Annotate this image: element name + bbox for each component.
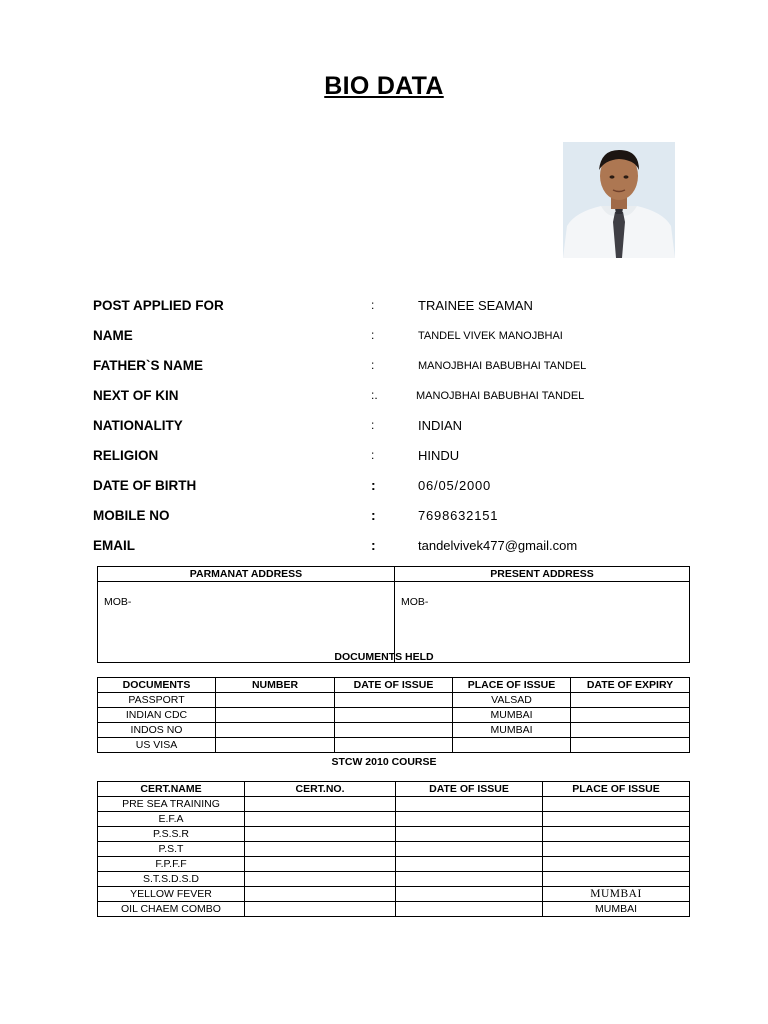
field-label: NATIONALITY xyxy=(93,418,183,433)
table-row xyxy=(98,872,690,887)
field-colon: : xyxy=(371,507,376,523)
table-row xyxy=(98,708,690,723)
table-cell xyxy=(396,842,543,857)
table-cell xyxy=(396,857,543,872)
documents-caption: DOCUMENTS HELD xyxy=(334,651,434,663)
table-row xyxy=(98,842,690,857)
table-cell xyxy=(245,797,396,812)
field-next-of-kin xyxy=(93,384,713,414)
field-colon: : xyxy=(371,358,375,372)
field-colon: : xyxy=(371,418,375,432)
field-colon: :. xyxy=(371,388,378,402)
table-cell: PRE SEA TRAINING xyxy=(98,797,245,812)
personal-details xyxy=(93,294,713,564)
stcw-table xyxy=(97,781,690,917)
table-row xyxy=(98,902,690,917)
table-cell xyxy=(216,693,335,708)
table-cell xyxy=(571,723,690,738)
field-value: MANOJBHAI BABUBHAI TANDEL xyxy=(416,390,585,402)
field-colon: : xyxy=(371,298,375,312)
stcw-caption: STCW 2010 COURSE xyxy=(331,756,437,768)
table-row xyxy=(98,812,690,827)
field-fathers-name xyxy=(93,354,713,384)
permanent-address-cell: MOB- xyxy=(98,582,395,663)
table-cell xyxy=(245,902,396,917)
field-colon: : xyxy=(371,537,376,553)
docs-header: DATE OF EXPIRY xyxy=(571,678,690,693)
field-colon: : xyxy=(371,477,376,493)
table-cell xyxy=(543,812,690,827)
field-label: FATHER`S NAME xyxy=(93,358,203,373)
table-cell xyxy=(396,797,543,812)
table-cell xyxy=(216,723,335,738)
table-cell: P.S.T xyxy=(98,842,245,857)
table-cell xyxy=(396,827,543,842)
field-nationality xyxy=(93,414,713,444)
table-cell: OIL CHAEM COMBO xyxy=(98,902,245,917)
table-cell: INDIAN CDC xyxy=(98,708,216,723)
docs-header: NUMBER xyxy=(216,678,335,693)
table-cell xyxy=(335,708,453,723)
table-cell: MUMBAI xyxy=(543,887,690,902)
table-cell xyxy=(245,827,396,842)
table-cell: MUMBAI xyxy=(543,902,690,917)
field-value: INDIAN xyxy=(418,418,463,433)
table-cell xyxy=(571,738,690,753)
applicant-photo xyxy=(563,142,675,258)
table-cell: P.S.S.R xyxy=(98,827,245,842)
table-cell xyxy=(216,708,335,723)
field-mobile-no xyxy=(93,504,713,534)
field-email xyxy=(93,534,713,564)
table-cell xyxy=(543,842,690,857)
table-cell xyxy=(245,857,396,872)
table-cell: PASSPORT xyxy=(98,693,216,708)
table-cell xyxy=(335,693,453,708)
table-cell xyxy=(396,872,543,887)
table-cell: US VISA xyxy=(98,738,216,753)
table-row xyxy=(98,827,690,842)
table-cell: MUMBAI xyxy=(453,708,571,723)
table-cell xyxy=(335,723,453,738)
table-cell: INDOS NO xyxy=(98,723,216,738)
stcw-header: DATE OF ISSUE xyxy=(396,782,543,797)
table-cell xyxy=(245,842,396,857)
table-cell xyxy=(396,887,543,902)
table-cell xyxy=(571,693,690,708)
docs-header: DATE OF ISSUE xyxy=(335,678,453,693)
table-cell xyxy=(216,738,335,753)
table-row xyxy=(98,887,690,902)
table-cell: E.F.A xyxy=(98,812,245,827)
field-name xyxy=(93,324,713,354)
field-label: NEXT OF KIN xyxy=(93,388,179,403)
field-religion xyxy=(93,444,713,474)
field-date-of-birth xyxy=(93,474,713,504)
table-cell: YELLOW FEVER xyxy=(98,887,245,902)
stcw-header: CERT.NAME xyxy=(98,782,245,797)
field-colon: : xyxy=(371,448,375,462)
table-cell xyxy=(335,738,453,753)
table-cell xyxy=(245,812,396,827)
table-cell xyxy=(396,812,543,827)
field-label: MOBILE NO xyxy=(93,508,170,523)
field-label: DATE OF BIRTH xyxy=(93,478,197,493)
table-row xyxy=(98,723,690,738)
table-cell: F.P.F.F xyxy=(98,857,245,872)
address-table xyxy=(97,566,690,663)
table-row xyxy=(98,857,690,872)
table-cell xyxy=(543,797,690,812)
table-cell xyxy=(245,872,396,887)
table-row xyxy=(98,797,690,812)
field-label: EMAIL xyxy=(93,538,135,553)
field-value: tandelvivek477@gmail.com xyxy=(418,538,578,553)
field-value: 7698632151 xyxy=(418,508,499,523)
field-value: 06/05/2000 xyxy=(418,478,492,493)
stcw-header: CERT.NO. xyxy=(245,782,396,797)
table-cell xyxy=(453,738,571,753)
field-label: RELIGION xyxy=(93,448,159,463)
table-cell xyxy=(543,872,690,887)
field-post-applied xyxy=(93,294,713,324)
documents-table xyxy=(97,677,690,753)
table-cell: MUMBAI xyxy=(453,723,571,738)
field-value: TRAINEE SEAMAN xyxy=(418,298,533,313)
docs-header: PLACE OF ISSUE xyxy=(453,678,571,693)
field-value: TANDEL VIVEK MANOJBHAI xyxy=(418,330,563,342)
table-cell xyxy=(543,857,690,872)
table-cell xyxy=(543,827,690,842)
field-label: NAME xyxy=(93,328,133,343)
table-cell xyxy=(571,708,690,723)
stcw-header: PLACE OF ISSUE xyxy=(543,782,690,797)
present-address-header: PRESENT ADDRESS xyxy=(395,567,690,582)
docs-header: DOCUMENTS xyxy=(98,678,216,693)
field-value: MANOJBHAI BABUBHAI TANDEL xyxy=(418,360,587,372)
page-title: BIO DATA xyxy=(324,72,444,100)
present-address-cell: MOB- xyxy=(395,582,690,663)
table-cell: S.T.S.D.S.D xyxy=(98,872,245,887)
table-row xyxy=(98,693,690,708)
table-cell xyxy=(396,902,543,917)
field-value: HINDU xyxy=(418,448,460,463)
table-cell xyxy=(245,887,396,902)
field-colon: : xyxy=(371,328,375,342)
table-cell: VALSAD xyxy=(453,693,571,708)
table-row xyxy=(98,738,690,753)
permanent-address-header: PARMANAT ADDRESS xyxy=(98,567,395,582)
field-label: POST APPLIED FOR xyxy=(93,298,224,313)
